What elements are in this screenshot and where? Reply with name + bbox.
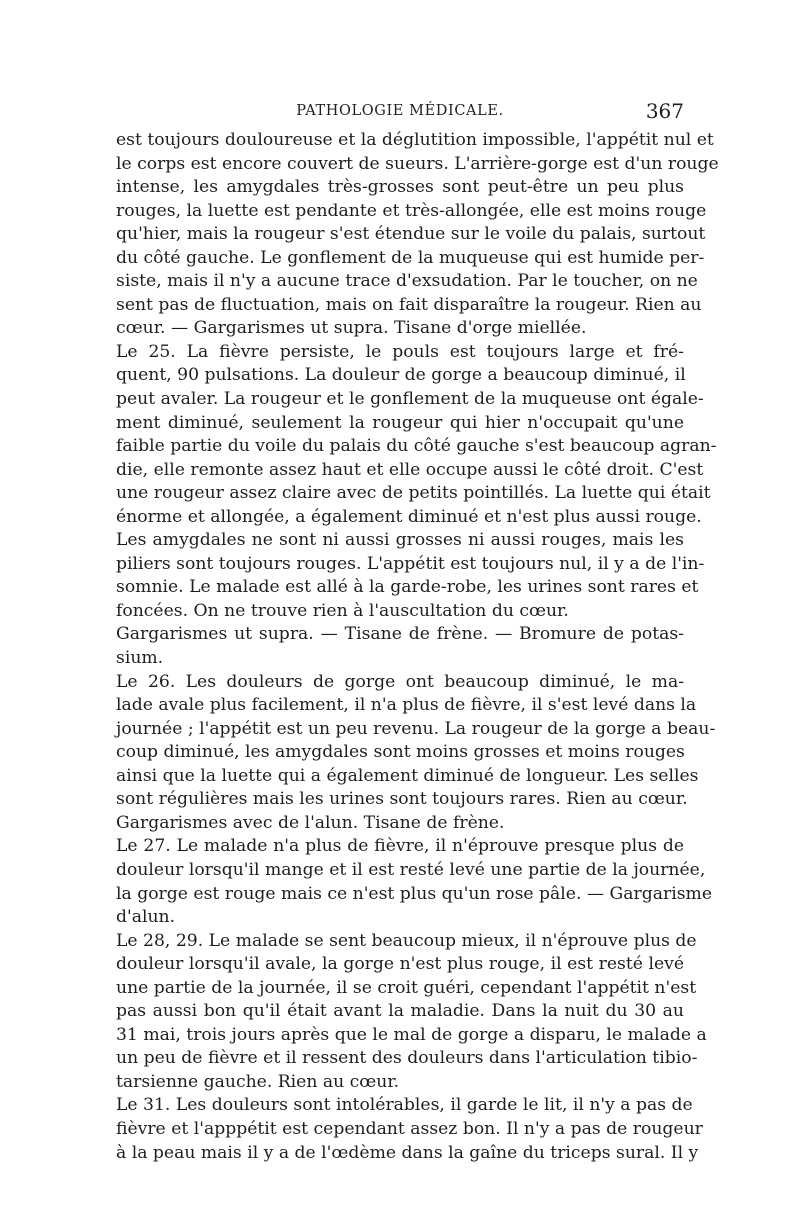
text-line: Le 28, 29. Le malade se sent beaucoup mieux, il n'éprouve plus de [116, 930, 697, 951]
text-line: intense, les amygdales très-grosses sont peut-être un peu plus [116, 177, 684, 198]
text-line: 31 mai, trois jours après que le mal de gorge a disparu, le malade a [116, 1024, 707, 1045]
text-line: ment diminué, seulement la rougeur qui hier n'occupait qu'une [116, 412, 684, 433]
text-line: rouges, la luette est pendante et très-allongée, elle est moins rouge [116, 200, 707, 221]
text-line: tarsienne gauche. Rien au cœur. [116, 1071, 400, 1092]
text-line: sent pas de fluctuation, mais on fait disparaître la rougeur. Rien au [116, 294, 702, 315]
text-line: sont régulières mais les urines sont toujours rares. Rien au cœur. [116, 789, 688, 810]
text-line: Les amygdales ne sont ni aussi grosses ni aussi rouges, mais les [116, 530, 684, 551]
page-number: 367 [645, 99, 684, 123]
text-line: coup diminué, les amygdales sont moins grosses et moins rouges [116, 742, 685, 763]
body-text [116, 129, 719, 1165]
text-line: un peu de fièvre et il ressent des douleurs dans l'articulation tibio- [116, 1048, 698, 1069]
text-line: siste, mais il n'y a aucune trace d'exsudation. Par le toucher, on ne [116, 271, 698, 292]
text-line: lade avale plus facilement, il n'a plus de fièvre, il s'est levé dans la [116, 695, 697, 716]
text-line: douleur lorsqu'il avale, la gorge n'est plus rouge, il est resté levé [116, 954, 684, 975]
text-line: fièvre et l'apppétit est cependant assez bon. Il n'y a pas de rougeur [116, 1118, 703, 1139]
running-title: PATHOLOGIE MÉDICALE. [296, 103, 504, 119]
text-line: Gargarismes ut supra. — Tisane de frène. — Bromure de potas- [116, 624, 684, 645]
text-line: journée ; l'appétit est un peu revenu. La rougeur de la gorge a beau- [116, 718, 716, 739]
text-line: à la peau mais il y a de l'œdème dans la gaîne du triceps sural. Il y [116, 1142, 699, 1163]
running-header [116, 100, 684, 122]
text-line: douleur lorsqu'il mange et il est resté levé une partie de la journée, [116, 859, 706, 880]
text-line: énorme et allongée, a également diminué et n'est plus aussi rouge. [116, 506, 702, 527]
text-line: cœur. — Gargarismes ut supra. Tisane d'orge miellée. [116, 318, 587, 339]
text-line: Le 26. Les douleurs de gorge ont beaucoup diminué, le ma- [116, 671, 684, 692]
text-line: ainsi que la luette qui a également diminué de longueur. Les selles [116, 765, 699, 786]
text-line: qu'hier, mais la rougeur s'est étendue sur le voile du palais, surtout [116, 224, 706, 245]
text-line: sium. [116, 648, 164, 669]
text-line: d'alun. [116, 907, 176, 928]
text-line: piliers sont toujours rouges. L'appétit est toujours nul, il y a de l'in- [116, 553, 705, 574]
text-line: pas aussi bon qu'il était avant la maladie. Dans la nuit du 30 au [116, 1001, 684, 1022]
text-line: Gargarismes avec de l'alun. Tisane de frène. [116, 812, 505, 833]
text-line: die, elle remonte assez haut et elle occupe aussi le côté droit. C'est [116, 459, 704, 480]
text-line: Le 31. Les douleurs sont intolérables, il garde le lit, il n'y a pas de [116, 1095, 693, 1116]
text-line: foncées. On ne trouve rien à l'auscultation du cœur. [116, 600, 569, 621]
text-line: faible partie du voile du palais du côté gauche s'est beaucoup agran- [116, 436, 717, 457]
text-line: Le 25. La fièvre persiste, le pouls est toujours large et fré- [116, 341, 684, 362]
text-line: une partie de la journée, il se croit guéri, cependant l'appétit n'est [116, 977, 697, 998]
text-line: quent, 90 pulsations. La douleur de gorge a beaucoup diminué, il [116, 365, 686, 386]
text-line: Le 27. Le malade n'a plus de fièvre, il n'éprouve presque plus de [116, 836, 684, 857]
text-line: peut avaler. La rougeur et le gonflement de la muqueuse ont égale- [116, 389, 704, 410]
text-line: la gorge est rouge mais ce n'est plus qu'un rose pâle. — Gargarisme [116, 883, 712, 904]
text-line: le corps est encore couvert de sueurs. L'arrière-gorge est d'un rouge [116, 153, 719, 174]
text-line: du côté gauche. Le gonflement de la muqueuse qui est humide per- [116, 247, 705, 268]
text-line: est toujours douloureuse et la déglutition impossible, l'appétit nul et [116, 130, 714, 150]
text-line: une rougeur assez claire avec de petits pointillés. La luette qui était [116, 483, 711, 504]
text-line: somnie. Le malade est allé à la garde-robe, les urines sont rares et [116, 577, 699, 598]
